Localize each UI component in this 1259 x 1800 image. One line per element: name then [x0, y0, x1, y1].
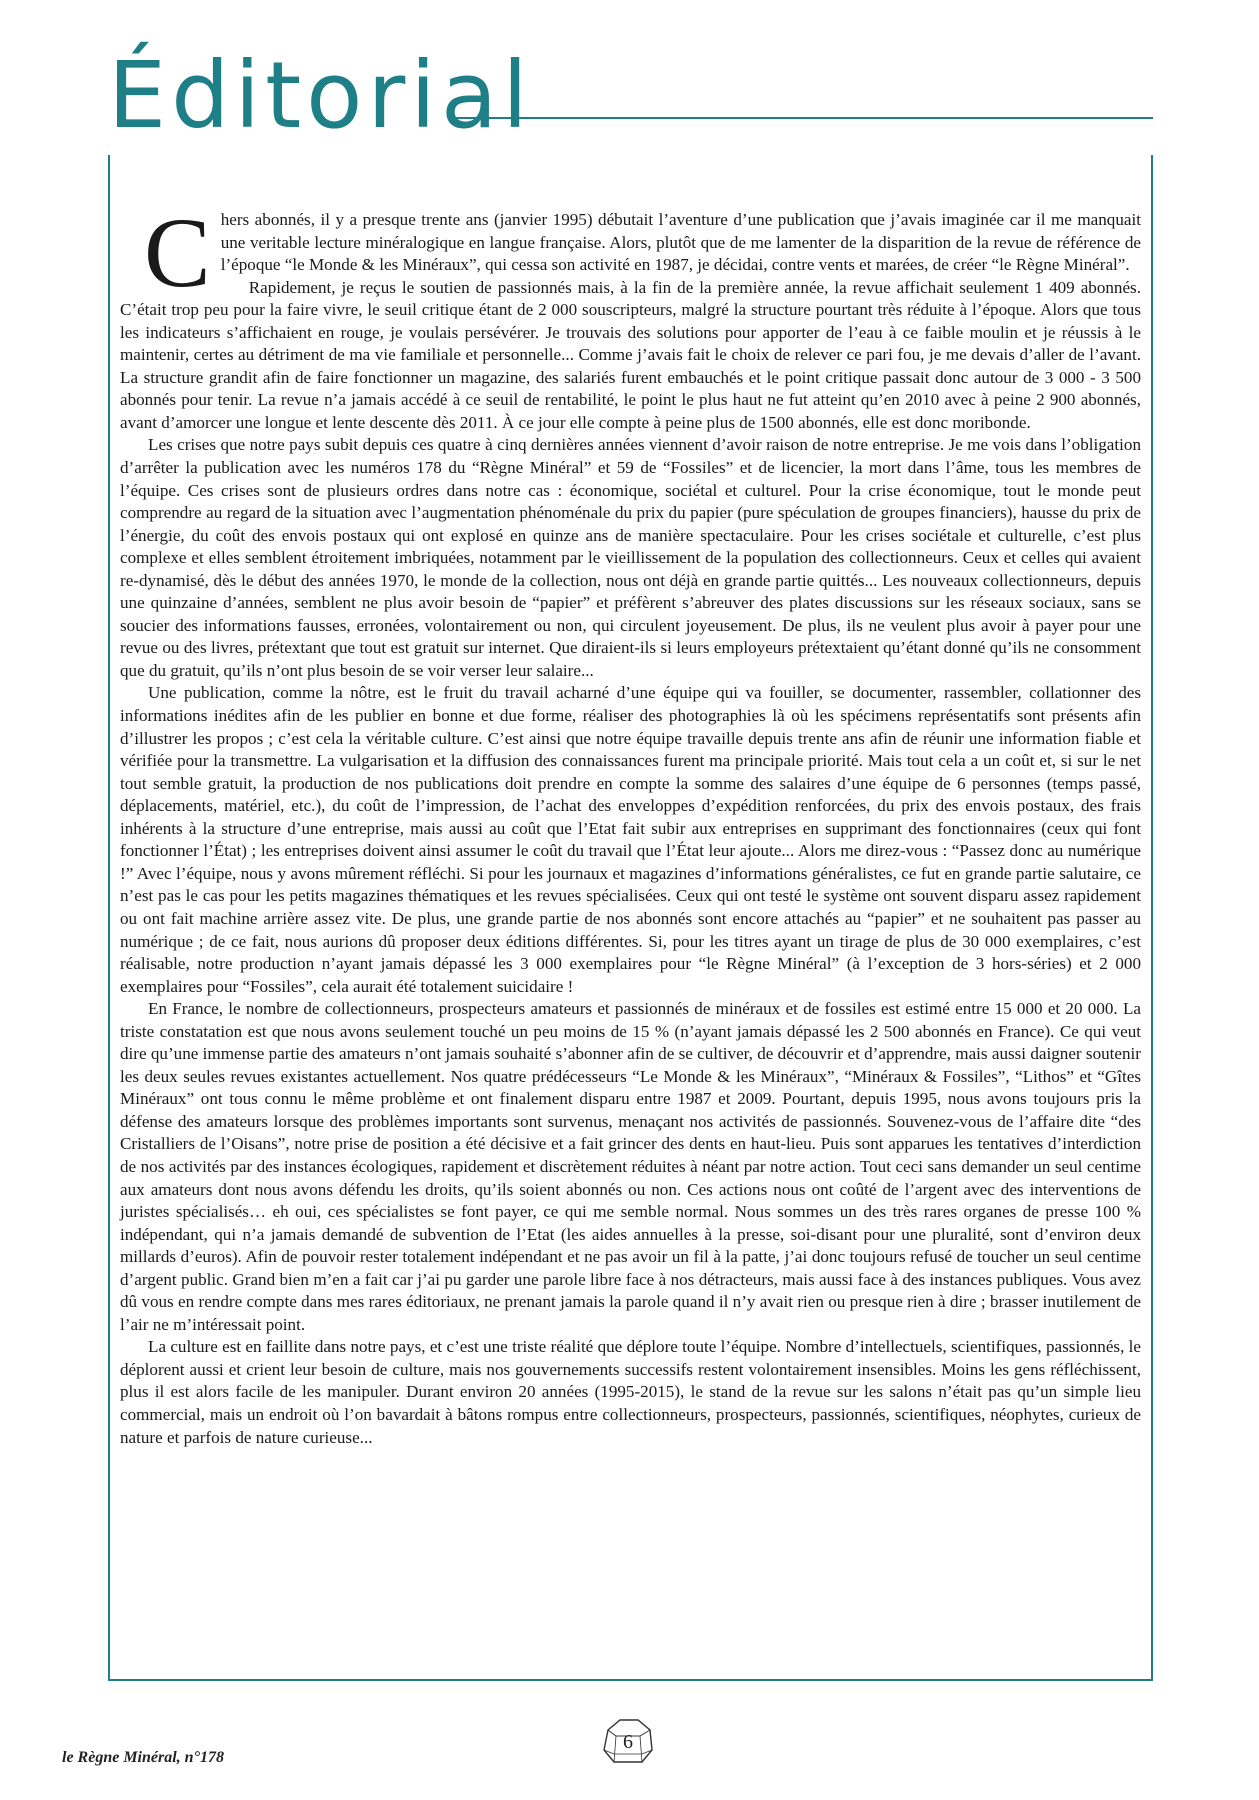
publication-footer: le Règne Minéral, n°178	[62, 1749, 224, 1766]
page-number: 6	[623, 1731, 633, 1753]
drop-cap: C	[144, 197, 211, 308]
editorial-body	[120, 197, 1141, 1449]
paragraph-5: En France, le nombre de collectionneurs, prospecteurs amateurs et passionnés de minéraux et de fossiles est estimé entre 15 000 et 20 000. La triste constatation est que nous avons seulement touché un peu moins de 15 % (n’ayant jamais dépassé les 2 500 abonnés en France). Ce qui veut dire qu’une immense partie des amateurs n’ont jamais souhaité s’abonner afin de se cultiver, de découvrir et d’apprendre, mais aussi daigner soutenir les deux seules revues existantes actuellement. Nos quatre prédécesseurs “Le Monde & les Minéraux”, “Minéraux & Fossiles”, “Lithos” et “Gîtes Minéraux” ont tous connu le même problème et ont finalement disparu entre 1987 et 2009. Pourtant, depuis 1995, nous avons toujours pris la défense des amateurs lorsque des problèmes importants sont survenus, menaçant nos activités de passionnés. Souvenez-vous de l’affaire dite “des Cristalliers de l’Oisans”, notre prise de position a été décisive et a fait grincer des dents en haut-lieu. Puis sont apparues les tentatives d’interdiction de nos activités par des instances écologiques, rapidement et discrètement réduites à néant par notre action. Tout ceci sans demander un seul centime aux amateurs dont nous avons défendu les droits, qu’ils soient abonnés ou non. Ces actions nous ont coûté de l’argent avec des interventions de juristes spécialisés… eh oui, ces spécialistes se font payer, ce qui me semble normal. Nous sommes un des très rares organes de presse 100 % indépendant, qui n’a jamais demandé de subvention de l’Etat (les aides annuelles à la presse, soi-disant pour une pluralité, sont d’environ deux millards d’euros). Afin de pouvoir rester totalement indépendant et ne pas avoir un fil à la patte, j’ai donc toujours refusé de toucher un seul centime d’argent public. Grand bien m’en a fait car j’ai pu garder une parole libre face à nos détracteurs, mais aussi face à des instances publiques. Vous avez dû vous en rendre compte dans mes rares éditoriaux, ne prenant jamais la parole quand il n’y avait rien ou presque rien à dire ; brasser inutilement de l’air ne m’intéressait point.	[120, 999, 1141, 1334]
paragraph-1	[120, 197, 1141, 308]
paragraph-2: Rapidement, je reçus le soutien de passionnés mais, à la fin de la première année, la revue affichait seulement 1 409 abonnés. C’était trop peu pour la faire vivre, le seuil critique étant de 2 000 souscripteurs, malgré la structure pourtant très réduite à l’époque. Alors que tous les indicateurs s’affichaient en rouge, je voulais persévérer. Je trouvais des solutions pour apporter de l’eau à ce faible moulin et je réussis à le maintenir, certes au détriment de ma vie familiale et personnelle... Comme j’avais fait le choix de relever ce pari fou, je me devais d’aller de l’avant. La structure grandit afin de faire fonctionner un magazine, des salariés furent embauchés et le point critique passait donc autour de 3 000 - 3 500 abonnés pour tenir. La revue n’a jamais accédé à ce seuil de rentabilité, le point le plus haut ne fut atteint qu’en 2010 avec à peine 2 900 abonnés, avant d’amorcer une longue et lente descente dès 2011. À ce jour elle compte à peine plus de 1500 abonnés, elle est donc moribonde.	[120, 277, 1141, 432]
page-title: Éditorial	[108, 42, 533, 149]
paragraph-3: Les crises que notre pays subit depuis ces quatre à cinq dernières années viennent d’avoir raison de notre entreprise. Je me vois dans l’obligation d’arrêter la publication avec les numéros 178 du “Règne Minéral” et 59 de “Fossiles” et de licencier, la mort dans l’âme, tous les membres de l’équipe. Ces crises sont de plusieurs ordres dans notre cas : économique, sociétal et culturel. Pour la crise économique, tout le monde peut comprendre au regard de la situation avec l’augmentation phénoménale du prix du papier (pure spéculation de groupes financiers), hausse du prix de l’énergie, du coût des envois postaux qui ont explosé en quinze ans de manière spectaculaire. Pour les crises sociétale et culturelle, c’est plus complexe et elles semblent étroitement imbriquées, notamment par le vieillissement de la population des collectionneurs. Ceux et celles qui avaient re-dynamisé, dès le début des années 1970, le monde de la collection, nous ont déjà en grande partie quittés... Les nouveaux collectionneurs, depuis une quinzaine d’années, semblent ne plus avoir besoin de “papier” et préfèrent s’abreuver des plates discussions sur les réseaux sociaux, sans se soucier des informations fausses, erronées, volontairement ou non, qui circulent joyeusement. De plus, ils ne veulent plus avoir à payer pour une revue ou des livres, prétextant que tout est gratuit sur internet. Que diraient-ils si leurs employeurs prétextaient qu’étant donné qu’ils ne consomment que du gratuit, qu’ils n’ont plus besoin de se voir verser leur salaire...	[120, 435, 1141, 680]
paragraph-1-text: hers abonnés, il y a presque trente ans (janvier 1995) débutait l’aventure d’une publication que j’avais imaginée car il me manquait une veritable lecture minéralogique en langue française. Alors, plutôt que de me lamenter de la disparition de la revue de référence de l’époque “le Monde & les Minéraux”, qui cessa son activité en 1987, je décidai, contre vents et marées, de créer “le Règne Minéral”.	[220, 210, 1141, 275]
paragraph-4: Une publication, comme la nôtre, est le fruit du travail acharné d’une équipe qui va fouiller, se documenter, rassembler, collationner des informations inédites afin de les publier en bonne et due forme, réaliser des photographies là où les spécimens représentatifs sont présents afin d’illustrer les propos ; c’est cela la véritable culture. C’est ainsi que notre équipe travaille depuis trente ans afin de réunir une information fiable et vérifiée pour la transmettre. La vulgarisation et la diffusion des connaissances furent ma principale priorité. Mais tout cela a un coût et, si sur le net tout semble gratuit, la production de nos publications doit prendre en compte la somme des salaires d’une équipe de 6 personnes (temps passé, déplacements, matériel, etc.), du coût de l’impression, de l’achat des enveloppes d’expédition renforcées, du prix des envois postaux, des frais inhérents à la structure d’une entreprise, mais aussi au coût que l’Etat fait subir aux entreprises en supprimant des fonctionnaires (ceux qui font fonctionner l’État) ; les entreprises doivent ainsi assumer le coût du travail que l’État leur ajoute... Alors me direz-vous : “Passez donc au numérique !” Avec l’équipe, nous y avons mûrement réfléchi. Si pour les journaux et magazines d’informations généralistes, ce fut en grande partie salutaire, ce n’est pas le cas pour les petits magazines thématiques et les revues spécialisées. Ceux qui ont testé le système ont souvent disparu assez rapidement ou ont fait machine arrière assez vite. De plus, une grande partie de nos abonnés sont encore attachés au “papier” et ne souhaitent pas passer au numérique ; de ce fait, nous aurions dû proposer deux éditions différentes. Si, pour les titres ayant un tirage de plus de 30 000 exemplaires, c’est réalisable, notre production n’ayant jamais dépassé les 3 000 exemplaires pour “le Règne Minéral” (à l’exception de 3 hors-séries) et 2 000 exemplaires pour “Fossiles”, cela aurait été totalement suicidaire !	[120, 683, 1141, 996]
title-rule	[455, 117, 1153, 119]
paragraph-6: La culture est en faillite dans notre pays, et c’est une triste réalité que déplore toute l’équipe. Nombre d’intellectuels, scientifiques, passionnés, le déplorent aussi et crient leur besoin de culture, mais nos gouvernements successifs restent volontairement insensibles. Moins les gens réfléchissent, plus il est alors facile de les manipuler. Durant environ 20 années (1995-2015), le stand de la revue sur les salons n’était pas qu’un simple lieu commercial, mais un endroit où l’on bavardait à bâtons rompus entre collectionneurs, prospecteurs, passionnés, scientifiques, néophytes, curieux de nature et parfois de nature curieuse...	[120, 1337, 1141, 1447]
